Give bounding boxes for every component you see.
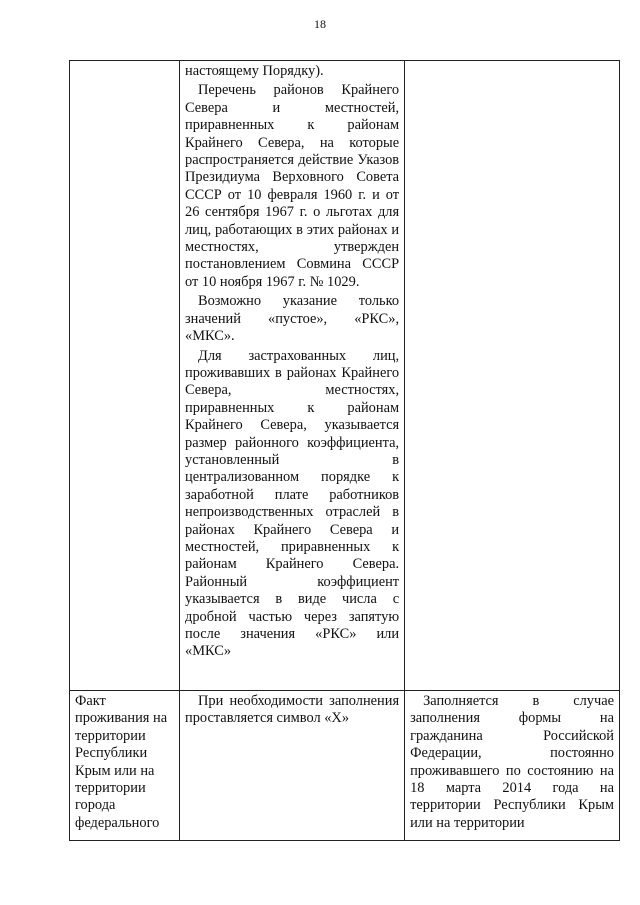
table-cell-note — [405, 61, 620, 691]
paragraph: Возможно указание только значений «пустое», «РКС», «МКС». — [185, 293, 400, 345]
paragraph: настоящему Порядку). — [185, 63, 324, 79]
table-row — [70, 691, 620, 841]
table-cell-description — [180, 61, 405, 691]
table-cell-description — [180, 691, 405, 841]
table-cell-field-name — [70, 61, 180, 691]
paragraph: При необходимости заполнения проставляется символ «Х» — [185, 693, 400, 727]
table-row — [70, 61, 620, 691]
paragraph: Перечень районов Крайнего Севера и местностей, приравненных к районам Крайнего Севера, на которые распространяется действие Указов Президиума Верховного Совета СССР от 10 февраля 1960 г. и от 26 сентября 1967 г. о льготах для лиц, работающих в этих районах и местностях, утвержден постановлением Совмина СССР от 10 ноября 1967 г. № 1029. — [185, 82, 400, 290]
document-table — [69, 60, 620, 841]
table-cell-field-name: Факт проживания на территории Республики Крым или на территории города федерального — [70, 691, 180, 841]
page-number: 18 — [314, 17, 326, 31]
paragraph: Для застрахованных лиц, проживавших в районах Крайнего Севера, местностях, приравненных к районам Крайнего Севера, указывается размер районного коэффициента, установленный в централизованном порядке к заработной плате работников непроизводственных отраслей в районах Крайнего Севера и местностей, приравненных к районам Крайнего Севера. Районный коэффициент указывается в виде числа с дробной частью через запятую после значения «РКС» или «МКС» — [185, 347, 400, 660]
table-cell-note: Заполняется в случае заполнения формы на гражданина Российской Федерации, постоянно проживавшего по состоянию на 18 марта 2014 года на территории Республики Крым или на территории — [405, 691, 620, 841]
